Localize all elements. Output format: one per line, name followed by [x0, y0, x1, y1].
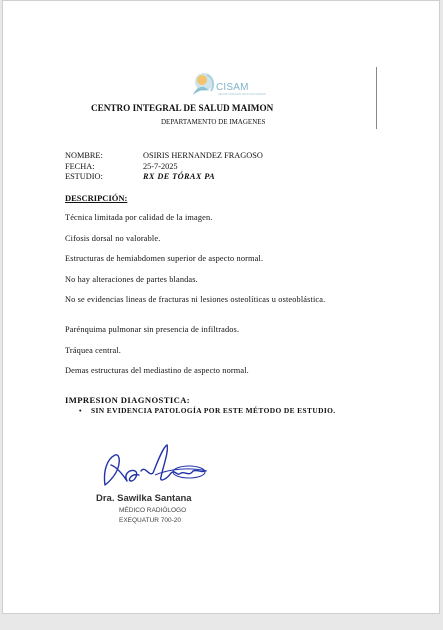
patient-fields: [65, 151, 263, 183]
study-label: ESTUDIO:: [65, 172, 103, 181]
study-row: [65, 172, 263, 183]
logo-subtext: CENTRO INTEGRAL DE SALUD MAIMON: [218, 93, 266, 96]
organization-title: CENTRO INTEGRAL DE SALUD MAIMON: [91, 103, 274, 113]
name-value: OSIRIS HERNANDEZ FRAGOSO: [143, 151, 263, 160]
description-title: DESCRIPCIÓN:: [65, 193, 128, 203]
description-line: Demas estructuras del mediastino de aspecto normal.: [65, 366, 249, 375]
cisam-logo: [187, 71, 266, 101]
impression-item: [79, 406, 336, 415]
name-row: [65, 151, 263, 162]
bullet-icon: •: [79, 406, 82, 415]
description-line: Parénquima pulmonar sin presencia de infiltrados.: [65, 325, 240, 334]
date-value: 25-7-2025: [143, 161, 178, 171]
department-title: DEPARTAMENTO DE IMAGENES: [161, 118, 266, 126]
description-line: Cifosis dorsal no valorable.: [65, 234, 161, 243]
header-divider: [376, 67, 377, 129]
signer-title: MÉDICO RADIÓLOGO: [119, 507, 187, 514]
description-line: Estructuras de hemiabdomen superior de aspecto normal.: [65, 254, 264, 263]
description-line: No se evidencias lineas de fracturas ni lesiones osteolíticas u osteoblástica.: [65, 295, 326, 304]
impression-item-text: SIN EVIDENCIA PATOLOGÍA POR ESTE MÉTODO DE ESTUDIO.: [91, 406, 336, 415]
date-label: FECHA:: [65, 161, 95, 171]
description-line: Técnica limitada por calidad de la imagen.: [65, 213, 213, 222]
document-page: [2, 0, 440, 614]
name-label: NOMBRE:: [65, 151, 103, 160]
handwritten-signature: [97, 441, 212, 491]
signer-exequatur: EXEQUATUR 700-20: [119, 517, 182, 524]
impression-title: IMPRESION DIAGNOSTICA:: [65, 395, 191, 405]
logo-text: CISAM: [216, 82, 249, 93]
logo-emblem-icon: [187, 71, 217, 99]
date-row: [65, 162, 263, 173]
description-line: No hay alteraciones de partes blandas.: [65, 275, 198, 284]
study-value: RX DE TÓRAX PA: [143, 172, 216, 181]
description-line: Tráquea central.: [65, 346, 122, 355]
signer-name: Dra. Sawilka Santana: [96, 493, 192, 504]
